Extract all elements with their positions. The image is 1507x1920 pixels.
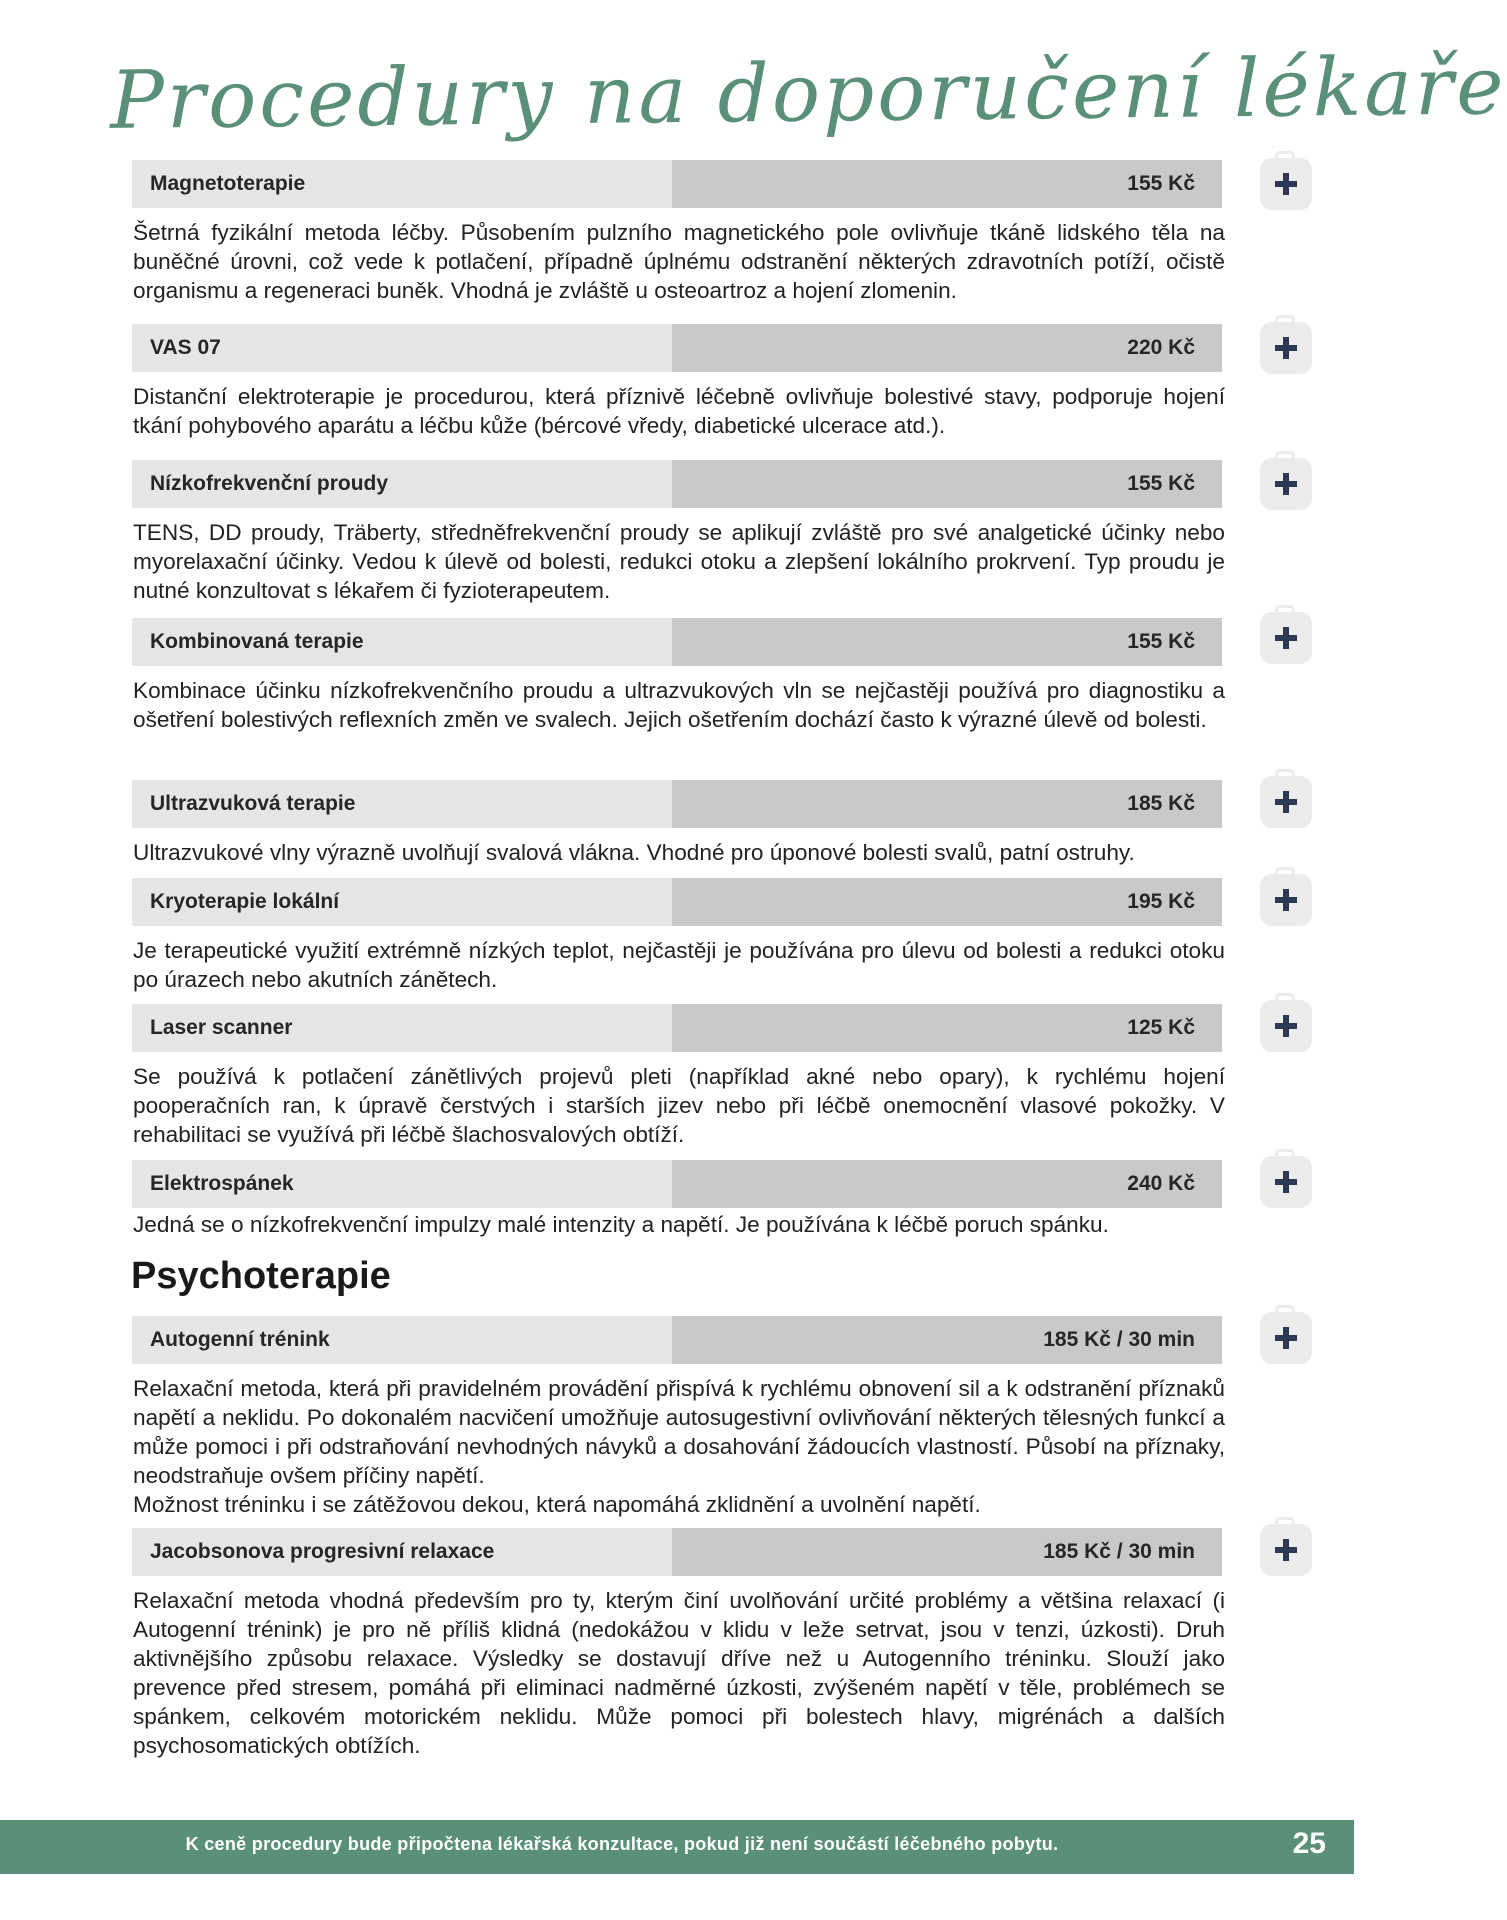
- procedure-row-laser: [132, 1004, 1222, 1052]
- procedure-description: TENS, DD proudy, Träberty, středněfrekvenční proudy se aplikují zvláště pro své analgetické účinky nebo myorelaxační účinky. Vedou k úlevě od bolesti, redukci otoku a zlepšení lokálního prokrvení. Typ proudu je nutné konzultovat s lékařem či fyzioterapeutem.: [133, 520, 1225, 603]
- procedure-row-magnetoterapie: [132, 160, 1222, 208]
- procedure-price: 185 Kč / 30 min: [672, 1316, 1222, 1364]
- procedure-row-kombinovana: [132, 618, 1222, 666]
- page-number: 25: [1292, 1827, 1326, 1860]
- add-procedure-button[interactable]: [1260, 1524, 1312, 1576]
- procedure-description: Ultrazvukové vlny výrazně uvolňují svalová vlákna. Vhodné pro úponové bolesti svalů, patní ostruhy.: [133, 840, 1135, 865]
- add-procedure-button[interactable]: [1260, 1000, 1312, 1052]
- procedure-name: VAS 07: [132, 324, 672, 372]
- plus-icon: [1273, 625, 1299, 651]
- add-procedure-button[interactable]: [1260, 1312, 1312, 1364]
- page-title: Procedury na doporučení lékaře: [109, 39, 1507, 147]
- procedure-price: 185 Kč / 30 min: [672, 1528, 1222, 1576]
- procedure-row-jacobsonova: [132, 1528, 1222, 1576]
- procedure-row-kryoterapie: [132, 878, 1222, 926]
- procedure-price: 195 Kč: [672, 878, 1222, 926]
- procedure-name: Autogenní trénink: [132, 1316, 672, 1364]
- procedure-description: Jedná se o nízkofrekvenční impulzy malé intenzity a napětí. Je používána k léčbě poruch spánku.: [133, 1212, 1109, 1237]
- procedure-price: 220 Kč: [672, 324, 1222, 372]
- plus-icon: [1273, 335, 1299, 361]
- add-procedure-button[interactable]: [1260, 158, 1312, 210]
- footer-note: K ceně procedury bude připočtena lékařská konzultace, pokud již není součástí léčebného pobytu.: [185, 1834, 1059, 1854]
- plus-icon: [1273, 887, 1299, 913]
- procedure-name: Ultrazvuková terapie: [132, 780, 672, 828]
- procedure-price: 240 Kč: [672, 1160, 1222, 1208]
- procedure-name: Laser scanner: [132, 1004, 672, 1052]
- procedure-name: Jacobsonova progresivní relaxace: [132, 1528, 672, 1576]
- section-heading-psychoterapie: Psychoterapie: [131, 1255, 391, 1297]
- procedure-description: Šetrná fyzikální metoda léčby. Působením pulzního magnetického pole ovlivňuje tkáně lidského těla na buněčné úrovni, což vede k potlačení, případně úplnému odstranění některých zdravotních potíží, očistě organismu a regeneraci buněk. Vhodná je zvláště u osteoartroz a hojení zlomenin.: [133, 220, 1225, 303]
- procedure-price: 155 Kč: [672, 160, 1222, 208]
- procedure-row-nizkofrekvencni: [132, 460, 1222, 508]
- plus-icon: [1273, 1013, 1299, 1039]
- procedure-price: 185 Kč: [672, 780, 1222, 828]
- procedure-name: Kombinovaná terapie: [132, 618, 672, 666]
- plus-icon: [1273, 171, 1299, 197]
- procedure-name: Kryoterapie lokální: [132, 878, 672, 926]
- plus-icon: [1273, 789, 1299, 815]
- procedure-description: Distanční elektroterapie je procedurou, která příznivě léčebně ovlivňuje bolestivé stavy, podporuje hojení tkání pohybového aparátu a léčbu kůže (bércové vředy, diabetické ulcerace atd.).: [133, 384, 1225, 438]
- procedure-price: 155 Kč: [672, 618, 1222, 666]
- add-procedure-button[interactable]: [1260, 612, 1312, 664]
- add-procedure-button[interactable]: [1260, 1156, 1312, 1208]
- procedure-row-ultrazvukova: [132, 780, 1222, 828]
- add-procedure-button[interactable]: [1260, 458, 1312, 510]
- procedure-row-elektrospanek: [132, 1160, 1222, 1208]
- procedure-price: 125 Kč: [672, 1004, 1222, 1052]
- procedure-row-autogenni: [132, 1316, 1222, 1364]
- procedure-description-note: Možnost tréninku i se zátěžovou dekou, která napomáhá zklidnění a uvolnění napětí.: [133, 1492, 981, 1517]
- procedure-name: Elektrospánek: [132, 1160, 672, 1208]
- procedure-name: Magnetoterapie: [132, 160, 672, 208]
- procedure-name: Nízkofrekvenční proudy: [132, 460, 672, 508]
- procedure-row-vas07: [132, 324, 1222, 372]
- procedure-description: Je terapeutické využití extrémně nízkých teplot, nejčastěji je používána pro úlevu od bolesti a redukci otoku po úrazech nebo akutních zánětech.: [133, 938, 1225, 992]
- procedure-description: Se používá k potlačení zánětlivých projevů pleti (například akné nebo opary), k rychlému hojení pooperačních ran, k úpravě čerstvých i starších jizev nebo při léčbě onemocnění vlasové pokožky. V rehabilitaci se využívá při léčbě šlachosvalových obtíží.: [133, 1064, 1225, 1147]
- plus-icon: [1273, 1325, 1299, 1351]
- plus-icon: [1273, 471, 1299, 497]
- add-procedure-button[interactable]: [1260, 776, 1312, 828]
- plus-icon: [1273, 1169, 1299, 1195]
- plus-icon: [1273, 1537, 1299, 1563]
- procedure-price: 155 Kč: [672, 460, 1222, 508]
- procedure-description: Relaxační metoda vhodná především pro ty, kterým činí uvolňování určité problémy a většina relaxací (i Autogenní trénink) je pro ně příliš klidná (nedokážou v klidu v leže setrvat, jsou v tenzi, úzkosti). Druh aktivnějšího způsobu relaxace. Výsledky se dostavují dříve než u Autogenního tréninku. Slouží jako prevence před stresem, pomáhá při eliminaci nadměrné úzkosti, zvýšeném napětí v těle, problémech se spánkem, celkovém motorickém neklidu. Může pomoci při bolestech hlavy, migrénách a dalších psychosomatických obtížích.: [133, 1588, 1225, 1758]
- add-procedure-button[interactable]: [1260, 322, 1312, 374]
- procedure-description: Kombinace účinku nízkofrekvenčního proudu a ultrazvukových vln se nejčastěji používá pro diagnostiku a ošetření bolestivých reflexních změn ve svalech. Jejich ošetřením dochází často k výrazné úlevě od bolesti.: [133, 678, 1225, 732]
- procedure-description: Relaxační metoda, která při pravidelném provádění přispívá k rychlému obnovení sil a k odstranění příznaků napětí a neklidu. Po dokonalém nacvičení umožňuje autosugestivní ovlivňování některých tělesných funkcí a může pomoci i při odstraňování nevhodných návyků a dosahování žádoucích vlastností. Působí na příznaky, neodstraňuje ovšem příčiny napětí.: [133, 1376, 1225, 1488]
- add-procedure-button[interactable]: [1260, 874, 1312, 926]
